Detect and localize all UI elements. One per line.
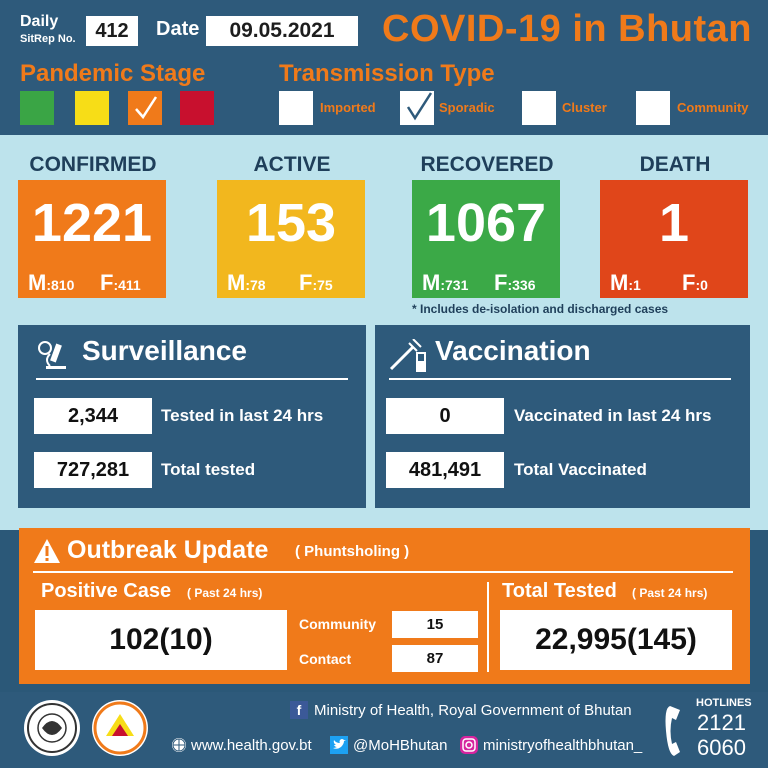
- surveillance-panel: [18, 325, 366, 508]
- positive-case-sub: ( Past 24 hrs): [187, 586, 263, 600]
- active-title: ACTIVE: [253, 153, 331, 176]
- sporadic-box: [400, 91, 434, 125]
- stage-red-square: [180, 91, 214, 125]
- death-male: M:1: [610, 270, 641, 295]
- date-value: 09.05.2021: [206, 16, 358, 46]
- twitter-handle[interactable]: @MoHBhutan: [353, 737, 448, 754]
- recovered-value: 1067: [425, 193, 547, 253]
- confirmed-male: M:810: [28, 270, 75, 295]
- vaccination-panel: [375, 325, 750, 508]
- total-vaccinated-label: Total Vaccinated: [514, 460, 647, 479]
- death-female: F:0: [682, 270, 708, 295]
- surveillance-divider: [36, 378, 348, 380]
- total-tested-label: Total tested: [161, 460, 256, 479]
- sitrep-number: 412: [86, 16, 138, 46]
- tested-24h-label: Tested in last 24 hrs: [161, 406, 324, 425]
- sporadic-label: Sporadic: [439, 100, 495, 115]
- positive-case-label: Positive Case: [41, 580, 172, 602]
- phone-icon: [664, 704, 694, 758]
- vaccinated-24h-value: 0: [386, 398, 504, 434]
- twitter-icon: [330, 736, 348, 754]
- positive-case-value: 102(10): [35, 610, 287, 670]
- cluster-label: Cluster: [562, 100, 607, 115]
- syringe-icon: [387, 339, 427, 373]
- globe-icon: [172, 738, 186, 752]
- tested-24h-value: 2,344: [34, 398, 152, 434]
- ministry-emblem-logo: [24, 700, 80, 756]
- total-tested-outbreak-value: 22,995(145): [500, 610, 732, 670]
- ministry-name: Ministry of Health, Royal Government of Bhutan: [314, 702, 632, 719]
- recovered-title: RECOVERED: [420, 153, 554, 176]
- warning-icon: [33, 538, 61, 564]
- community-case-value: 15: [392, 611, 478, 638]
- confirmed-female: F:411: [100, 270, 141, 295]
- active-value: 153: [245, 193, 337, 253]
- hotlines-label: HOTLINES: [696, 697, 752, 709]
- hotline-1[interactable]: 2121: [697, 710, 746, 735]
- community-label: Community: [677, 100, 749, 115]
- imported-label: Imported: [320, 100, 376, 115]
- contact-case-label: Contact: [299, 651, 352, 667]
- check-icon: [128, 91, 162, 125]
- vaccinated-24h-label: Vaccinated in last 24 hrs: [514, 406, 712, 425]
- pandemic-stage-label: Pandemic Stage: [20, 60, 206, 87]
- facebook-icon: f: [290, 701, 308, 719]
- instagram-icon: [460, 736, 478, 754]
- total-tested-outbreak-label: Total Tested: [502, 580, 617, 602]
- check-icon: [400, 91, 434, 125]
- death-card: [600, 180, 748, 298]
- cluster-box: [522, 91, 556, 125]
- confirmed-value: 1221: [31, 193, 153, 253]
- contact-case-value: 87: [392, 645, 478, 672]
- stats-note: * Includes de-isolation and discharged cases: [412, 302, 669, 316]
- website-link[interactable]: www.health.gov.bt: [191, 737, 312, 754]
- outbreak-divider: [33, 571, 733, 573]
- sitrep-label: SitRep No.: [20, 33, 76, 45]
- outbreak-location: ( Phuntsholing ): [295, 543, 410, 560]
- total-vaccinated-value: 481,491: [386, 452, 504, 488]
- vaccination-divider: [389, 378, 731, 380]
- death-title: DEATH: [639, 153, 711, 176]
- hotline-2[interactable]: 6060: [697, 735, 746, 760]
- vaccination-title: Vaccination: [435, 335, 591, 366]
- microscope-icon: [36, 339, 70, 373]
- instagram-handle[interactable]: ministryofhealthbhutan_: [483, 737, 643, 754]
- outbreak-panel: [19, 528, 750, 684]
- footer: [0, 692, 768, 768]
- recovered-card: [412, 180, 560, 298]
- total-tested-outbreak-sub: ( Past 24 hrs): [632, 586, 708, 600]
- active-female: F:75: [299, 270, 333, 295]
- stats-section: [0, 135, 768, 530]
- community-case-label: Community: [299, 616, 376, 632]
- stage-green-square: [20, 91, 54, 125]
- recovered-male: M:731: [422, 270, 469, 295]
- outbreak-vertical-divider: [487, 582, 489, 672]
- outbreak-title: Outbreak Update: [67, 536, 269, 564]
- confirmed-title: CONFIRMED: [29, 153, 157, 176]
- surveillance-title: Surveillance: [82, 335, 247, 366]
- stage-yellow-square: [75, 91, 109, 125]
- partner-logo: [92, 700, 148, 756]
- confirmed-card: [18, 180, 166, 298]
- total-tested-value: 727,281: [34, 452, 152, 488]
- header: [0, 0, 768, 135]
- daily-label: Daily: [20, 13, 59, 30]
- imported-box: [279, 91, 313, 125]
- recovered-female: F:336: [494, 270, 536, 295]
- page-title: COVID-19 in Bhutan: [382, 8, 753, 50]
- community-box: [636, 91, 670, 125]
- active-male: M:78: [227, 270, 266, 295]
- stage-orange-square: [128, 91, 162, 125]
- death-value: 1: [658, 193, 690, 253]
- date-label: Date: [156, 18, 200, 40]
- transmission-type-label: Transmission Type: [279, 60, 495, 87]
- active-card: [217, 180, 365, 298]
